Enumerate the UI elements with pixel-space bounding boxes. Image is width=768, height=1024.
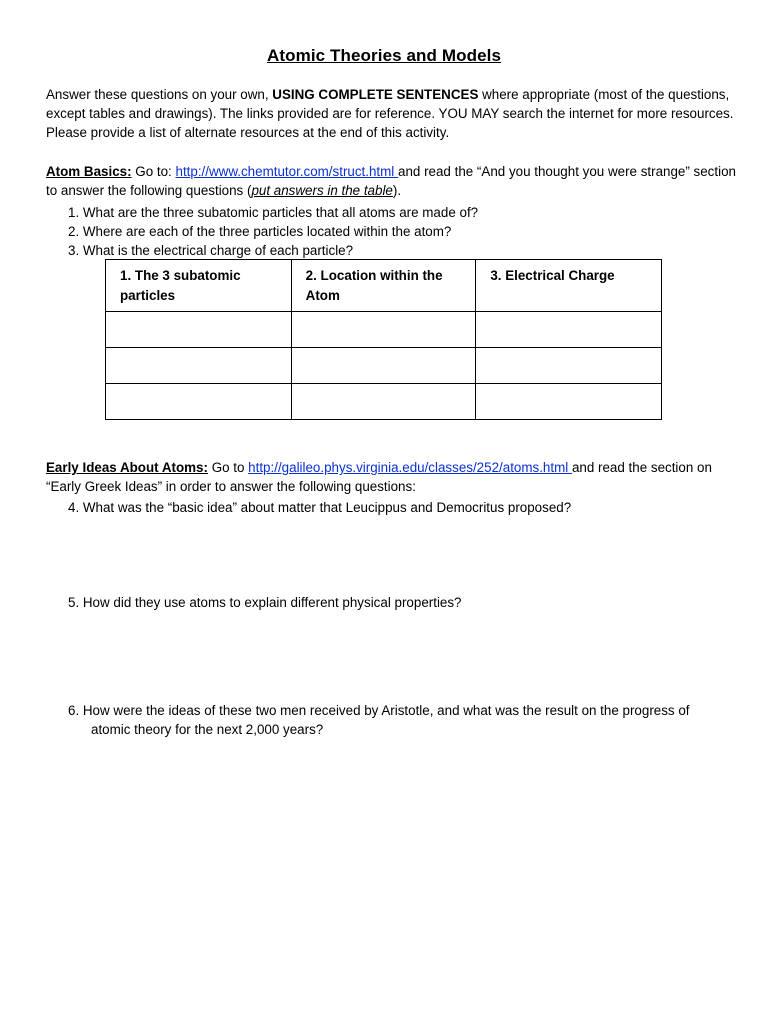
question-6 (68, 701, 738, 739)
question-5 (68, 593, 738, 612)
table-cell[interactable] (106, 312, 292, 348)
atom-basics-text-1: and read the “And you thought you were strange” section to answer the following questions ( (46, 164, 736, 198)
question-3: 3. What is the electrical charge of each particle? (68, 243, 354, 258)
table-header-particles: 1. The 3 subatomic particles (106, 260, 292, 312)
table-row (106, 384, 662, 420)
question-4 (68, 498, 738, 517)
table-row (106, 348, 662, 384)
atom-basics-goto: Go to: (131, 164, 176, 179)
page-title: Atomic Theories and Models (266, 46, 502, 65)
question-6-text: 6. How were the ideas of these two men received by Aristotle, and what was the result on the progress of (68, 703, 690, 718)
table-cell[interactable] (476, 384, 662, 420)
atom-basics-text-2: ). (392, 183, 402, 198)
atom-basics-heading: Atom Basics: (46, 164, 132, 179)
table-row (106, 312, 662, 348)
atom-basics-paragraph (46, 162, 736, 200)
early-ideas-paragraph (46, 458, 736, 496)
table-cell[interactable] (291, 312, 476, 348)
question-4-text: 4. What was the “basic idea” about matter that Leucippus and Democritus proposed? (68, 500, 572, 515)
answer-table (105, 259, 662, 420)
table-cell[interactable] (106, 384, 292, 420)
chemtutor-link[interactable]: http://www.chemtutor.com/struct.html (175, 164, 399, 179)
intro-emphasis: USING COMPLETE SENTENCES (272, 87, 479, 102)
question-1: 1. What are the three subatomic particles that all atoms are made of? (68, 205, 479, 220)
intro-text-1: Answer these questions on your own, (46, 87, 273, 102)
intro-text-2: where appropriate (most of the questions, except tables and drawings). The links provided are for reference. YOU MAY search the internet for more resources. Please provide a list of alternate resources at the end of this activity. (46, 87, 734, 140)
galileo-link[interactable]: http://galileo.phys.virginia.edu/classes/252/atoms.html (248, 460, 572, 475)
intro-paragraph (46, 85, 736, 142)
question-2: 2. Where are each of the three particles located within the atom? (68, 224, 452, 239)
early-ideas-heading: Early Ideas About Atoms: (46, 460, 208, 475)
question-5-text: 5. How did they use atoms to explain different physical properties? (68, 595, 462, 610)
table-cell[interactable] (106, 348, 292, 384)
early-ideas-goto: Go to (207, 460, 249, 475)
table-header-location: 2. Location within the Atom (291, 260, 476, 312)
table-header-row (106, 260, 662, 312)
table-cell[interactable] (291, 348, 476, 384)
table-header-charge: 3. Electrical Charge (476, 260, 662, 312)
table-cell[interactable] (476, 312, 662, 348)
early-ideas-text: and read the section on “Early Greek Ideas” in order to answer the following questions: (46, 460, 712, 494)
table-cell[interactable] (291, 384, 476, 420)
table-cell[interactable] (476, 348, 662, 384)
atom-basics-italic-note: put answers in the table (251, 183, 393, 198)
question-6-continuation: atomic theory for the next 2,000 years? (91, 722, 324, 737)
